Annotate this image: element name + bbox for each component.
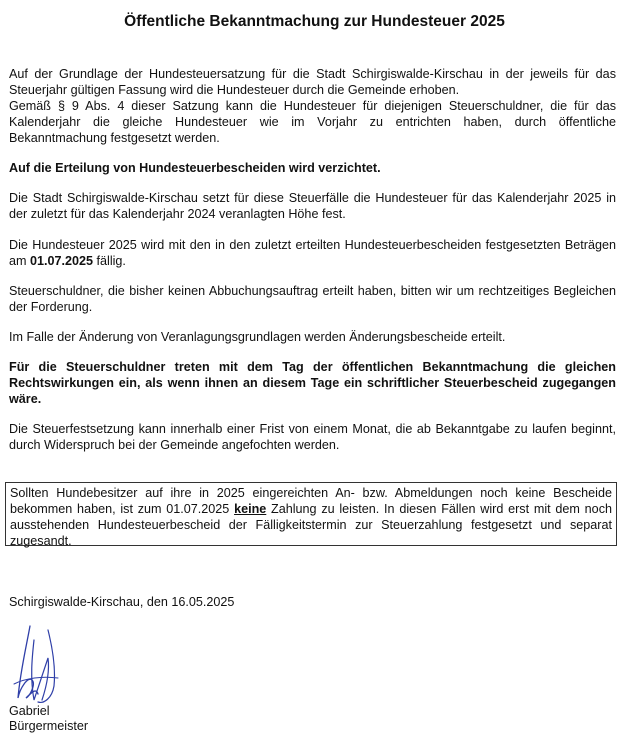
signer-name: Gabriel xyxy=(9,704,50,718)
page-title: Öffentliche Bekanntmachung zur Hundesteuer 2025 xyxy=(124,13,505,30)
signature-image xyxy=(8,618,68,713)
due-date-text-pre: Die Hundesteuer 2025 wird mit den in den zuletzt erteilten Hundesteuerbescheiden festgesetzten Beträgen am xyxy=(9,238,616,268)
legal-effect-paragraph: Für die Steuerschuldner treten mit dem Tag der öffentlichen Bekanntmachung die gleichen Rechtswirkungen ein, als wenn ihnen an diesem Tage ein schriftlicher Steuerbescheid zugegangen wäre. xyxy=(9,360,616,406)
objection-paragraph: Die Steuerfestsetzung kann innerhalb einer Frist von einem Monat, die ab Bekanntgabe zu laufen beginnt, durch Widerspruch bei der Gemeinde angefochten werden. xyxy=(9,422,616,452)
boxed-notice xyxy=(5,482,617,546)
due-date-text-post: fällig. xyxy=(93,254,126,268)
waiver-notice: Auf die Erteilung von Hundesteuerbescheiden wird verzichtet. xyxy=(9,161,381,175)
place-date: Schirgiswalde-Kirschau, den 16.05.2025 xyxy=(9,595,235,609)
boxed-notice-text-pre: Sollten Hundebesitzer auf ihre in 2025 eingereichten An- bzw. Abmeldungen noch keine Bescheide bekommen haben, ist zum 01.07.2025 xyxy=(10,486,612,516)
boxed-notice-emphasis: keine xyxy=(234,502,267,516)
signer-role: Bürgermeister xyxy=(9,719,89,733)
assessment-paragraph: Die Stadt Schirgiswalde-Kirschau setzt für diese Steuerfälle die Hundesteuer für das Kalenderjahr 2025 in der zuletzt für das Kalenderjahr 2024 veranlagten Höhe fest. xyxy=(9,191,616,221)
intro-sentence-2: Gemäß § 9 Abs. 4 dieser Satzung kann die Hundesteuer für diejenigen Steuerschuldner, die für das Kalenderjahr die gleiche Hundesteuer wie im Vorjahr zu entrichten haben, durch öffentliche Bekanntmachung festgesetzt werden. xyxy=(9,99,616,145)
payment-reminder-paragraph: Steuerschuldner, die bisher keinen Abbuchungsauftrag erteilt haben, bitten wir um rechtzeitiges Begleichen der Forderung. xyxy=(9,284,616,314)
change-notice-paragraph: Im Falle der Änderung von Veranlagungsgrundlagen werden Änderungsbescheide erteilt. xyxy=(9,330,506,344)
due-date: 01.07.2025 xyxy=(30,254,94,268)
intro-paragraph xyxy=(9,66,616,146)
due-date-paragraph xyxy=(9,237,616,269)
intro-sentence-1: Auf der Grundlage der Hundesteuersatzung für die Stadt Schirgiswalde-Kirschau in der jeweils für das Steuerjahr gültigen Fassung wird die Hundesteuer durch die Gemeinde erhoben. xyxy=(9,67,616,97)
signer-block xyxy=(9,704,88,734)
boxed-notice-text-post: Zahlung zu leisten. In diesen Fällen wird erst mit dem noch ausstehenden Hundesteuerbescheid der Fälligkeitstermin zur Steuerzahlung festgesetzt und separat zugesandt. xyxy=(10,502,612,548)
